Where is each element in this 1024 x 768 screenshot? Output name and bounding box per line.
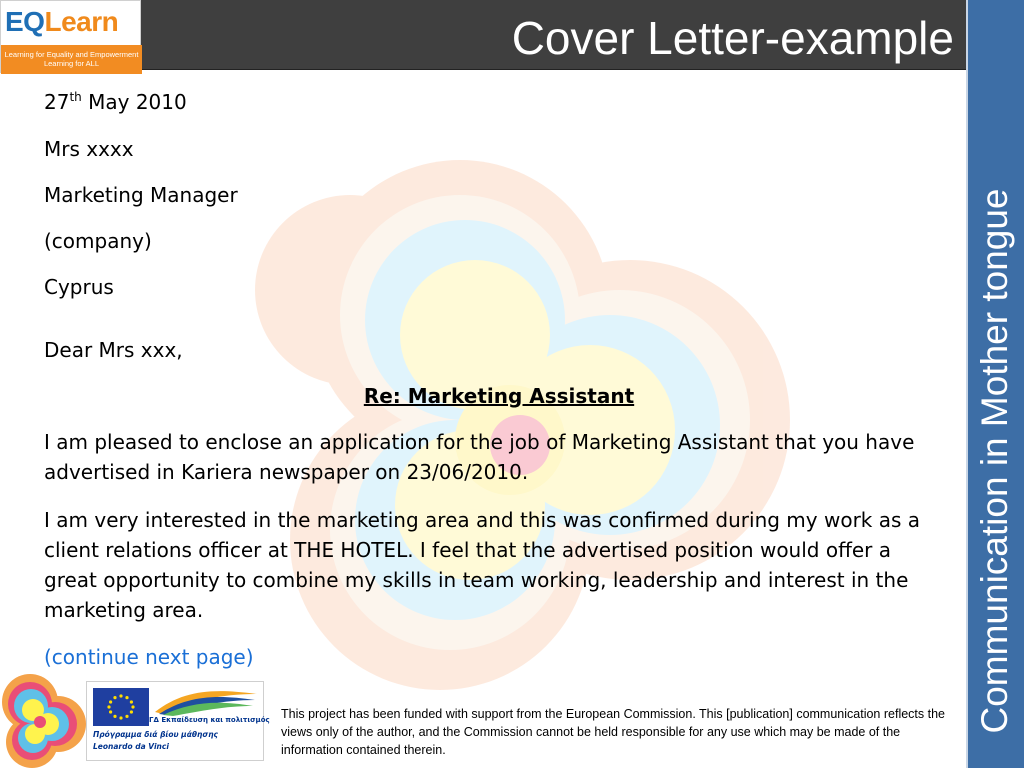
eu-program-label: ΓΔ Εκπαίδευση και πολιτισμός	[149, 716, 270, 724]
eqlearn-logo	[0, 0, 141, 73]
logo-tagline-line2: Learning for ALL	[43, 59, 100, 68]
recipient-country: Cyprus	[44, 275, 114, 299]
recipient-title: Marketing Manager	[44, 183, 238, 207]
leonardo-da-vinci-label: Leonardo da Vinci	[93, 742, 169, 751]
logo-eq-text: EQ	[5, 6, 45, 37]
date-rest: May 2010	[81, 90, 187, 114]
eqlearn-flower-logo	[0, 672, 86, 768]
continue-next-page-link: (continue next page)	[44, 645, 254, 669]
eu-disclaimer: This project has been funded with support from the European Commission. This [publication] communication reflects the views only of the author, and the Commission cannot be held responsible for any use which may be made of the information contained therein.	[281, 707, 945, 757]
recipient-company: (company)	[44, 229, 152, 253]
logo-tagline	[1, 45, 142, 74]
lifelong-learning-swoosh-icon	[153, 686, 259, 716]
logo-wordmark	[5, 5, 118, 39]
date-day: 27	[44, 90, 70, 114]
header-bar	[0, 0, 966, 70]
eu-logos-box	[86, 681, 270, 761]
letter-date	[44, 87, 187, 117]
date-suffix: th	[69, 90, 82, 104]
logo-learn-text: Learn	[44, 6, 119, 37]
recipient-name: Mrs xxxx	[44, 137, 134, 161]
letter-subject: Re: Marketing Assistant	[363, 384, 635, 408]
lifelong-learning-label: Πρόγραμμα διά βίου μάθησης	[93, 730, 218, 739]
paragraph-1: I am pleased to enclose an application for the job of Marketing Assistant that you have advertised in Kariera newspaper on 23/06/2010.	[44, 430, 915, 484]
salutation: Dear Mrs xxx,	[44, 338, 183, 362]
paragraph-2: I am very interested in the marketing area and this was confirmed during my work as a client relations officer at THE HOTEL. I feel that the advertised position would offer a great opportunity to combine my skills in team working, leadership and interest in the marketing area.	[44, 508, 921, 622]
slide-title: Cover Letter-example	[511, 12, 954, 64]
side-band-title: Communication in Mother tongue	[974, 188, 1015, 734]
logo-tagline-line1: Learning for Equality and Empowerment	[4, 50, 139, 59]
eu-flag-icon	[93, 688, 149, 726]
